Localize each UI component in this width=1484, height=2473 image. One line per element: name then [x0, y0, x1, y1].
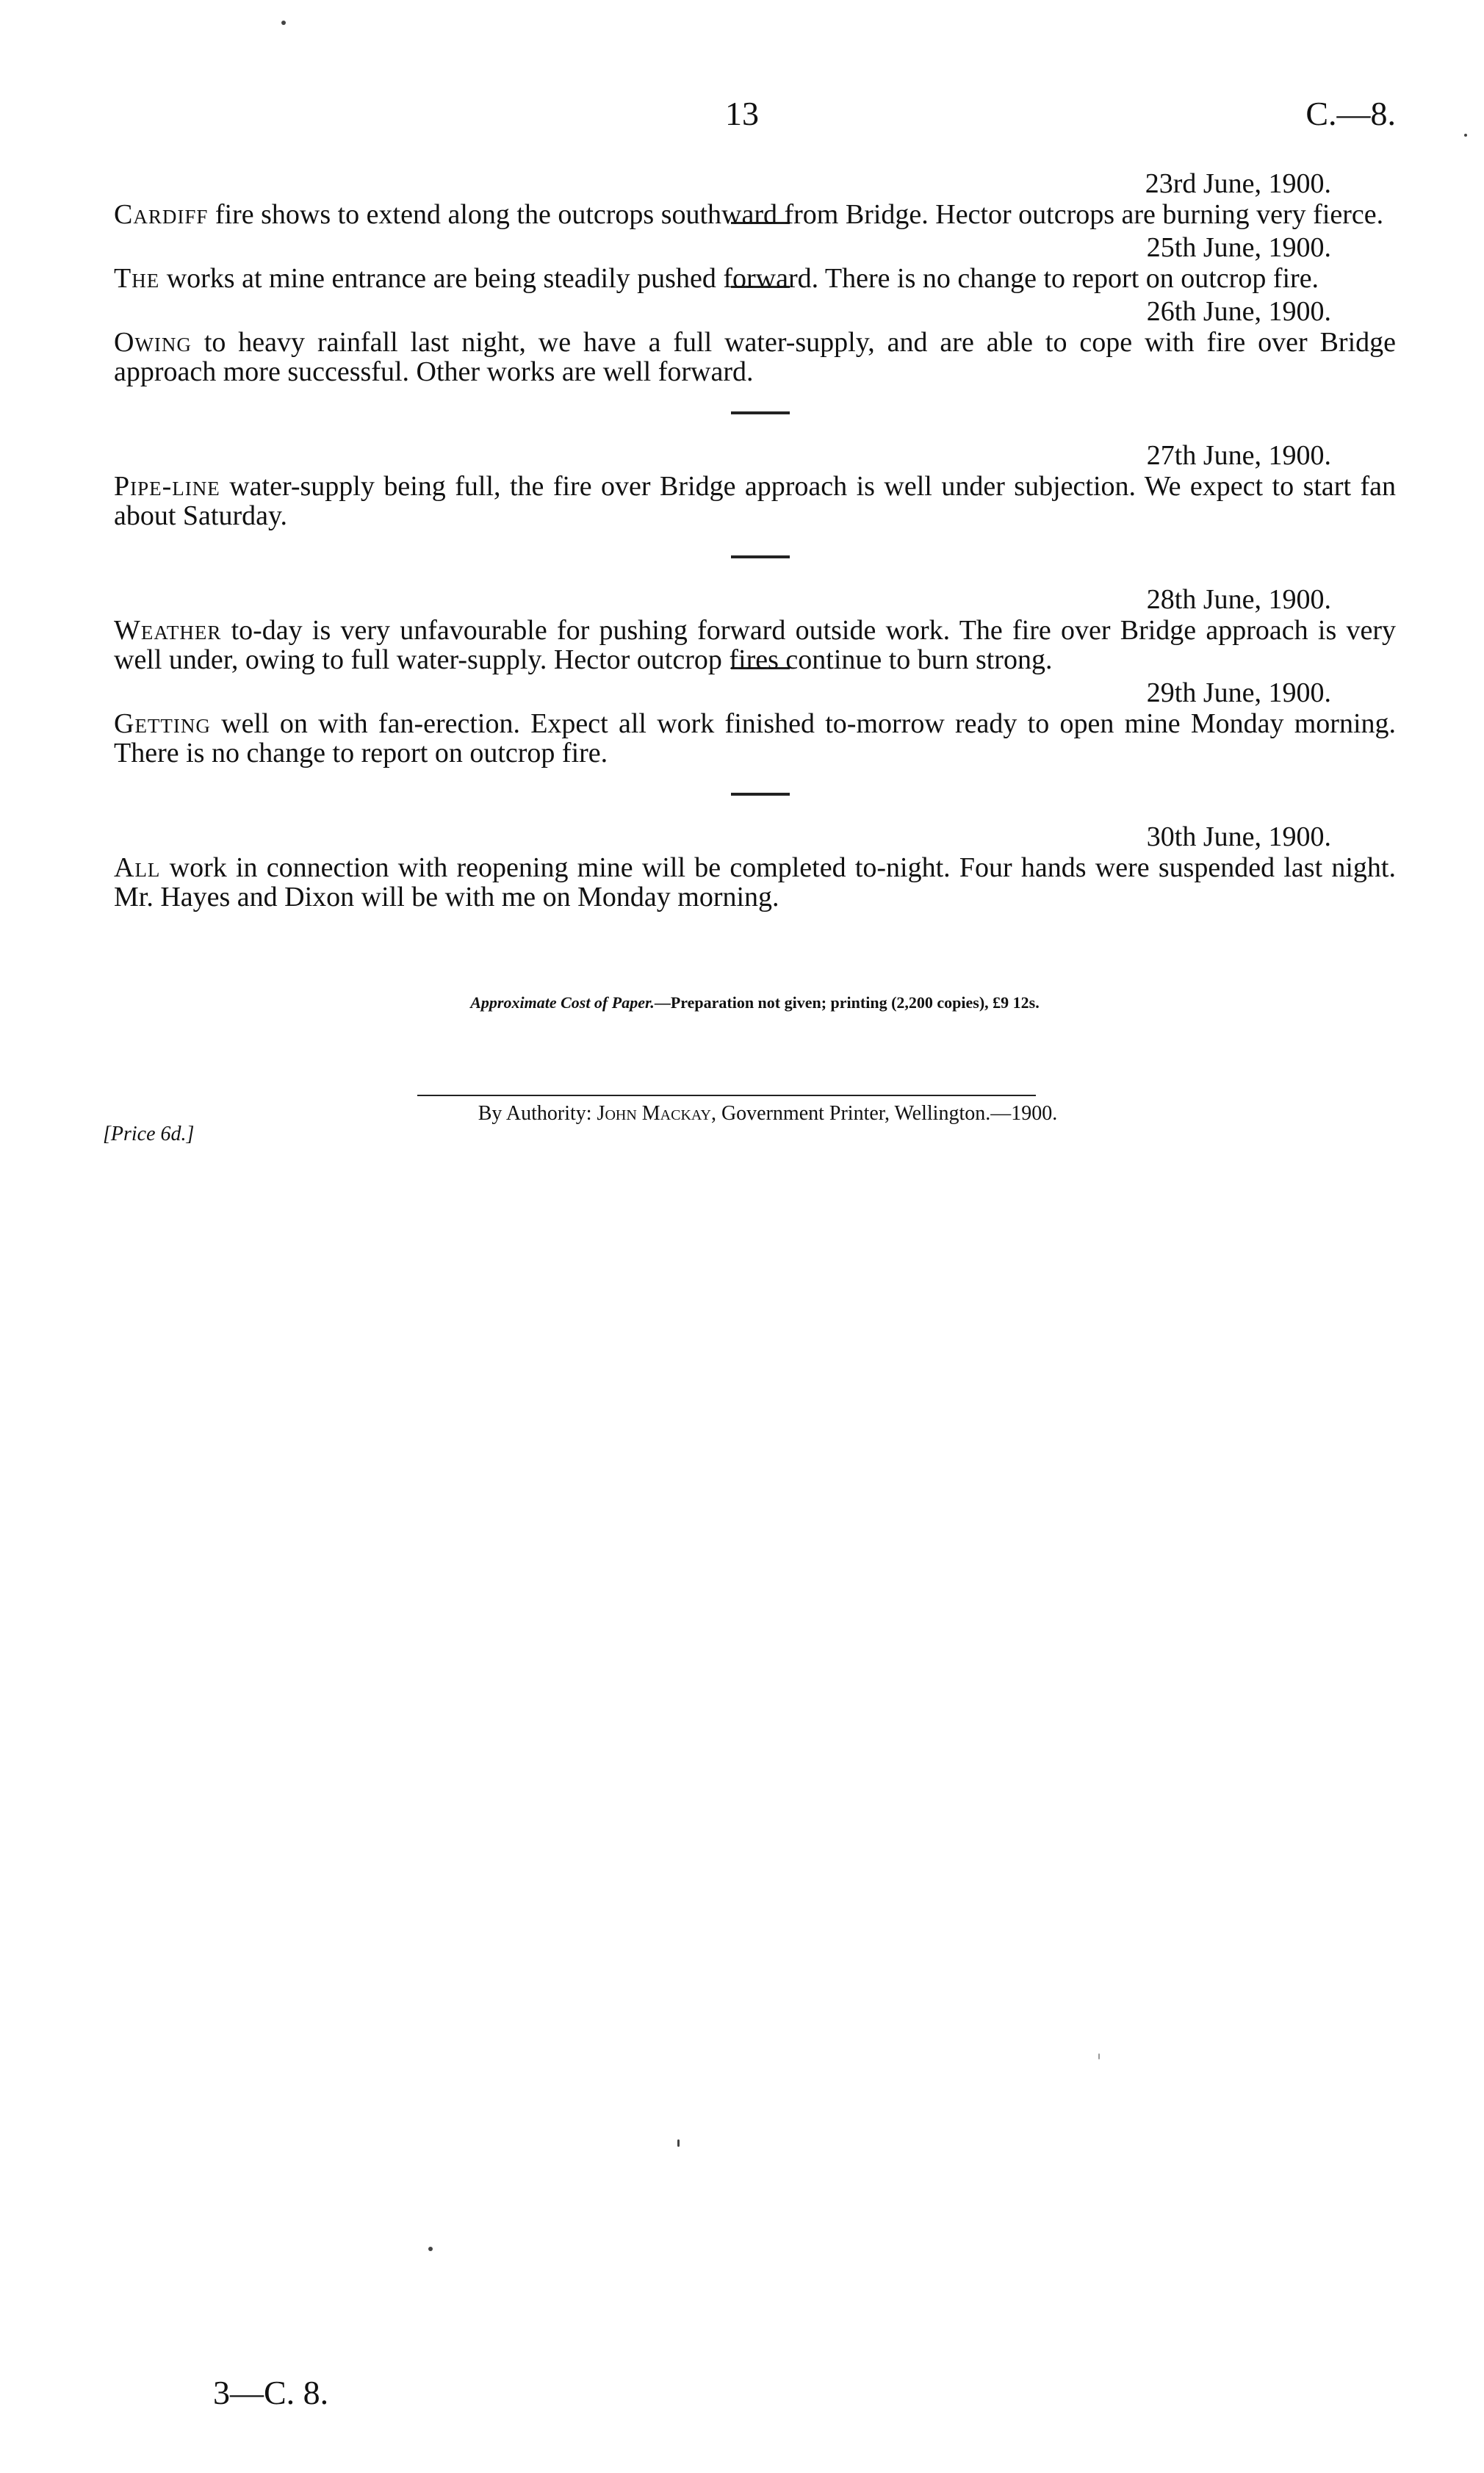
entry-lead-word: Weather	[114, 615, 222, 646]
printer-imprint	[360, 1102, 1175, 1126]
diary-entry	[114, 439, 1396, 530]
entry-text	[114, 200, 1396, 229]
entry-text	[114, 328, 1396, 386]
imprint-printer-name: John Mackay	[597, 1102, 711, 1125]
entry-body: well on with fan-erection. Expect all work finished to-morrow ready to open mine Monday morning. There is no change to report on outcrop fire.	[114, 708, 1396, 768]
entry-lead-word: The	[114, 263, 160, 294]
imprint-prefix: By Authority:	[478, 1102, 597, 1125]
diary-entry	[114, 231, 1396, 293]
entry-date: 26th June, 1900.	[1146, 296, 1331, 327]
diary-entry	[114, 677, 1396, 768]
cost-note-text: —Preparation not given; printing (2,200 copies), £9 12s.	[654, 993, 1040, 1012]
print-speck	[677, 2139, 680, 2147]
entry-lead-word: Getting	[114, 708, 211, 739]
entry-separator	[731, 793, 790, 796]
entry-separator	[731, 411, 790, 414]
report-entries	[114, 168, 1396, 912]
diary-entry	[114, 821, 1396, 912]
imprint-suffix: , Government Printer, Wellington.—1900.	[710, 1102, 1058, 1125]
diary-entry	[114, 295, 1396, 386]
cost-of-paper-note	[114, 993, 1396, 1012]
entry-text	[114, 709, 1396, 768]
paper-reference: C.—8.	[1305, 95, 1396, 132]
entry-body: work in connection with reopening mine will be completed to-night. Four hands were suspended last night. Mr. Hayes and Dixon will be with me on Monday morning.	[114, 852, 1396, 912]
entry-date: 23rd June, 1900.	[1145, 168, 1331, 199]
cost-note-label: Approximate Cost of Paper.	[470, 993, 655, 1012]
entry-lead-word: Pipe-line	[114, 471, 220, 502]
entry-lead-word: All	[114, 852, 161, 883]
entry-lead-word: Owing	[114, 327, 192, 358]
entry-body: water-supply being full, the fire over Bridge approach is well under subjection. We expect to start fan about Saturday.	[114, 471, 1396, 531]
entry-date: 28th June, 1900.	[1146, 584, 1331, 615]
diary-entry	[114, 168, 1396, 229]
entry-separator	[731, 555, 790, 558]
footer-signature: 3—C. 8.	[213, 2374, 329, 2411]
entry-body: to-day is very unfavourable for pushing forward outside work. The fire over Bridge approach is very well under, owing to full water-supply. Hector outcrop fires continue to burn strong.	[114, 615, 1396, 675]
print-speck	[428, 2247, 433, 2251]
entry-body: works at mine entrance are being steadily pushed forward. There is no change to report on outcrop fire.	[159, 263, 1319, 294]
entry-text	[114, 472, 1396, 530]
entry-body: fire shows to extend along the outcrops southward from Bridge. Hector outcrops are burning very fierce.	[208, 199, 1384, 230]
entry-text	[114, 264, 1396, 293]
entry-date: 30th June, 1900.	[1146, 821, 1331, 852]
page-number: 13	[725, 95, 759, 132]
print-speck	[1098, 2053, 1100, 2059]
print-speck	[281, 21, 286, 25]
entry-text	[114, 616, 1396, 674]
entry-lead-word: Cardiff	[114, 199, 209, 230]
diary-entry	[114, 583, 1396, 674]
entry-date: 25th June, 1900.	[1146, 232, 1331, 263]
entry-date: 27th June, 1900.	[1146, 440, 1331, 471]
print-speck	[1464, 134, 1467, 137]
entry-date: 29th June, 1900.	[1146, 677, 1331, 708]
entry-body: to heavy rainfall last night, we have a full water-supply, and are able to cope with fire over Bridge approach more successful. Other works are well forward.	[114, 327, 1396, 387]
entry-text	[114, 853, 1396, 912]
price-label: [Price 6d.]	[103, 1123, 195, 1145]
imprint-rule	[417, 1095, 1036, 1096]
